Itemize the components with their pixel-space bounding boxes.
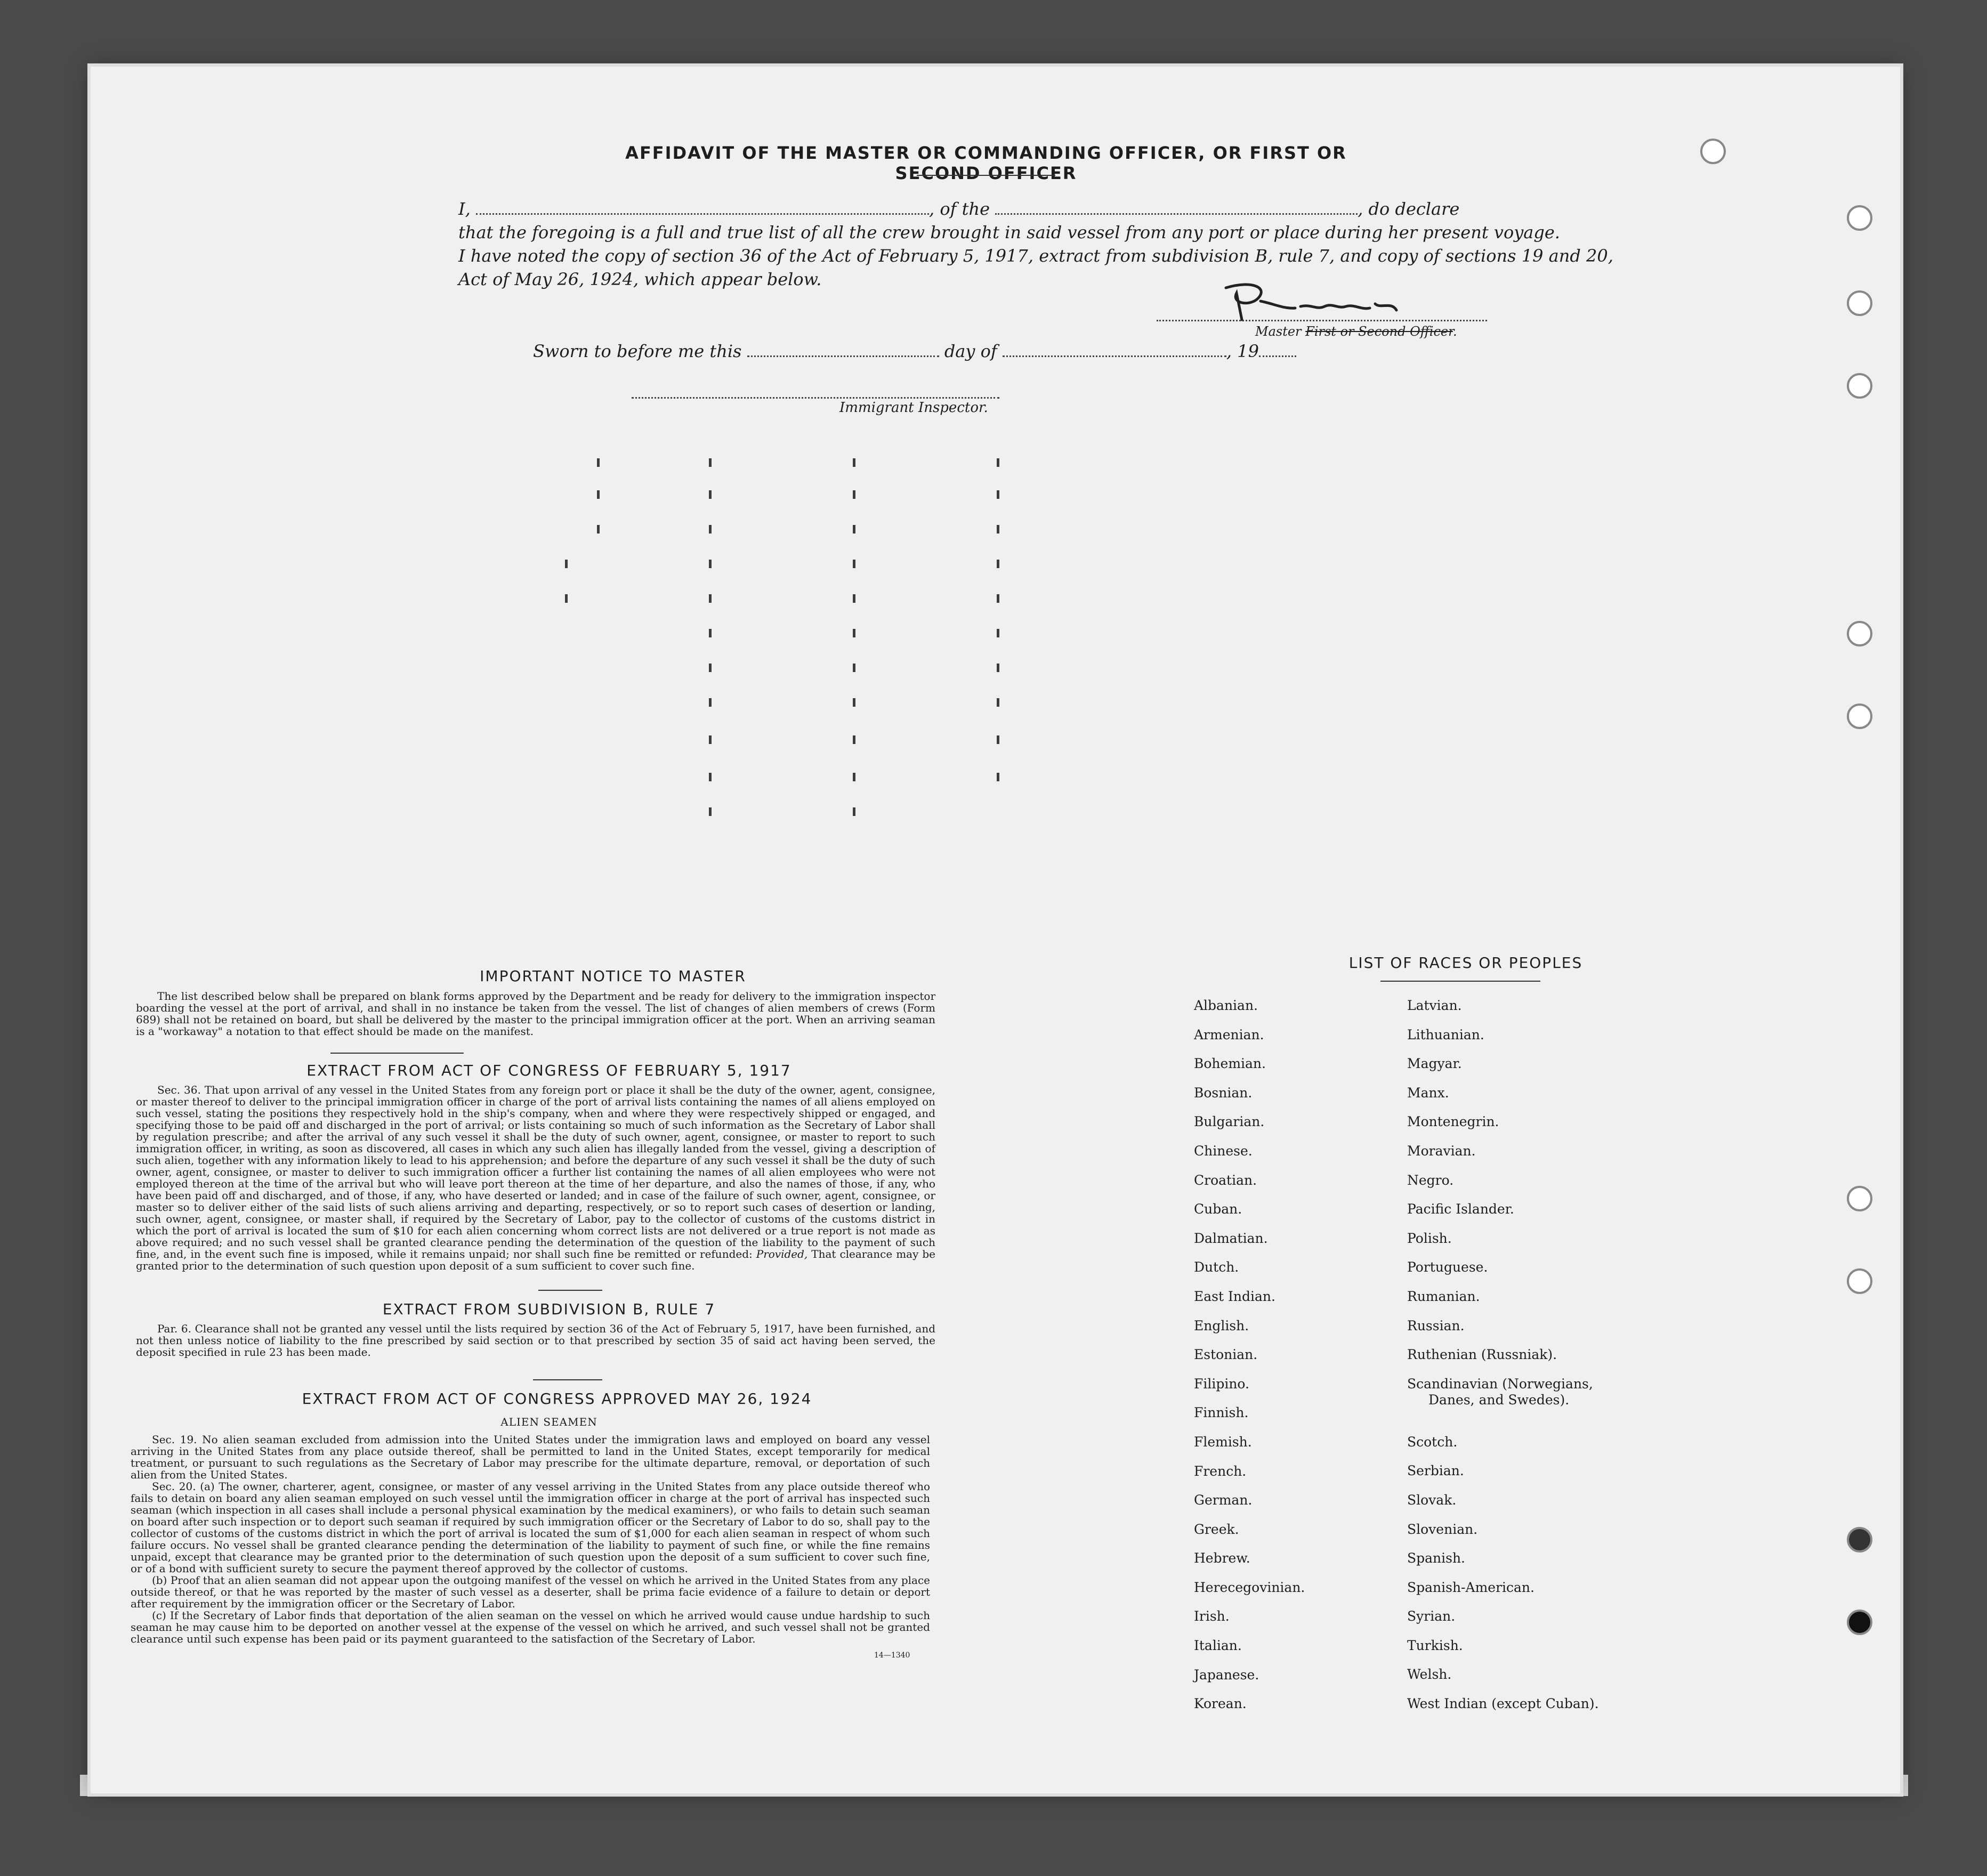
extract-1917-title: EXTRACT FROM ACT OF CONGRESS OF FEBRUARY 5, 1917 — [306, 1062, 791, 1079]
inspector-label: Immigrant Inspector. — [839, 400, 988, 416]
punch-hole — [1700, 139, 1726, 164]
section-rule — [538, 1290, 602, 1291]
sworn-month-blank[interactable] — [1003, 355, 1226, 357]
race-item: Spanish. — [1407, 1550, 1466, 1566]
races-title-rule — [1380, 981, 1540, 982]
race-item: Japanese. — [1194, 1667, 1259, 1683]
extract-1924-sec20a: Sec. 20. (a) The owner, charterer, agent, consignee, or master of any vessel arriving in the United States from any place outside thereof who fails to detain on board any alien seaman employed on such vessel until the immigration officer in charge at the port of arrival has inspected such seaman (which inspection in all cases shall include a personal physical examination by the medical examiners), or who fails to detain such seaman on board after such inspection or to deport such seaman if required by such immigration officer or the Secretary of Labor to do so, shall pay to the collector of customs of the customs district in which the port of arrival is located the sum of $1,000 for each alien seaman in respect of whom such failure occurs. No vessel shall be granted clearance pending the determination of the liability to payment of such fine, or while the fine remains unpaid, except that clearance may be granted prior to the determination of such question upon the deposit of a sum sufficient to cover such fine, or of a bond with sufficient surety to secure the payment thereof approved by the collector of customs. — [131, 1480, 930, 1575]
race-item: Chinese. — [1194, 1143, 1253, 1159]
race-item: Armenian. — [1194, 1026, 1264, 1042]
extract-1917-body — [136, 1084, 935, 1272]
punch-hole — [1847, 1186, 1872, 1211]
punch-hole — [1847, 290, 1872, 316]
race-item: Italian. — [1194, 1638, 1242, 1654]
affidavit-line-1 — [458, 197, 1514, 221]
races-right-column — [1407, 998, 1599, 1725]
race-item: Latvian. — [1407, 998, 1462, 1013]
race-item: Syrian. — [1407, 1608, 1456, 1624]
notice-body: The list described below shall be prepared on blank forms approved by the Department and be ready for delivery to the immigration inspector boarding the vessel at the port of arrival, and shall in no instance be taken from the vessel. The list of changes of alien members of crews (Form 689) shall not be retained on board, but shall be delivered by the master to the principal immigration officer at the port. When an arriving seaman is a "workaway" a notation to that effect should be made on the manifest. — [136, 990, 935, 1038]
subdivision-b-title: EXTRACT FROM SUBDIVISION B, RULE 7 — [382, 1300, 716, 1318]
officer-name-blank[interactable] — [476, 213, 929, 215]
race-item: Scandinavian (Norwegians, — [1407, 1376, 1593, 1392]
race-item: Pacific Islander. — [1407, 1201, 1514, 1217]
alien-seamen-subtitle: ALIEN SEAMEN — [500, 1416, 597, 1428]
race-item: Negro. — [1407, 1172, 1454, 1188]
section-rule — [330, 1053, 464, 1054]
race-item: Slovenian. — [1407, 1521, 1478, 1537]
notice-title: IMPORTANT NOTICE TO MASTER — [480, 967, 746, 985]
race-item: Montenegrin. — [1407, 1114, 1499, 1130]
affidavit-of-the: , of the — [928, 199, 990, 219]
extract-1917-text-end: That clearance may be granted prior to the determination of such question upon deposit of a sum sufficient to cover such fine. — [136, 1248, 935, 1272]
race-item: English. — [1194, 1317, 1249, 1333]
affidavit-line-4: Act of May 26, 1924, which appear below. — [458, 269, 822, 289]
race-item: Bohemian. — [1194, 1056, 1266, 1072]
sworn-prefix: Sworn to before me this — [533, 341, 742, 361]
form-number: 14—1340 — [874, 1651, 910, 1660]
punch-hole — [1847, 373, 1872, 399]
master-label: Master First or Second Officer. — [1255, 324, 1457, 339]
race-item: Manx. — [1407, 1085, 1449, 1101]
race-item: Scotch. — [1407, 1434, 1458, 1450]
race-item: German. — [1194, 1492, 1253, 1508]
race-item: Serbian. — [1407, 1463, 1464, 1479]
race-item: Dalmatian. — [1194, 1230, 1268, 1246]
affidavit-i-label: I, — [458, 199, 471, 219]
extract-1924-body — [131, 1434, 930, 1645]
race-item: Hebrew. — [1194, 1550, 1250, 1566]
extract-1924-sec20b: (b) Proof that an alien seaman did not appear upon the outgoing manifest of the vessel on which he arrived in the United States from any place outside thereof, or that he was reported by the master of such vessel as a deserter, shall be prima facie evidence of a failure to detain or deport after requirement by the immigration officer or the Secretary of Labor. — [131, 1574, 930, 1610]
race-item: Lithuanian. — [1407, 1026, 1484, 1042]
punch-hole — [1847, 1268, 1872, 1294]
subdivision-b-body: Par. 6. Clearance shall not be granted any vessel until the lists required by section 36 of the Act of February 5, 1917, have been furnished, and not then unless notice of liability to the fine prescribed by said section or to that prescribed by section 35 of said act having been served, the deposit specified in rule 23 has been made. — [136, 1322, 935, 1359]
vessel-name-blank[interactable] — [995, 213, 1358, 215]
extract-1917-sec-label: Sec. 36. — [157, 1083, 201, 1096]
race-item: Bulgarian. — [1194, 1114, 1265, 1130]
affidavit-title: AFFIDAVIT OF THE MASTER OR COMMANDING OFFICER, OR FIRST OR SECOND OFFICER — [625, 143, 1347, 183]
race-item: Portuguese. — [1407, 1259, 1488, 1275]
sworn-year-prefix: , 19 — [1226, 341, 1259, 361]
race-item: Flemish. — [1194, 1434, 1252, 1450]
punch-hole — [1847, 205, 1872, 231]
races-left-column — [1194, 998, 1305, 1725]
affidavit-line-3: I have noted the copy of section 36 of the Act of February 5, 1917, extract from subdivision B, rule 7, and copy of sections 19 and 20, — [458, 246, 1613, 266]
race-item: Irish. — [1194, 1608, 1230, 1624]
extract-1917-text: That upon arrival of any vessel in the United States from any foreign port or place it shall be the duty of the owner, agent, consignee, or master thereof to deliver to the principal immigration officer in charge of the port of arrival lists containing the names of all aliens employed on such vessel, stating the positions they respectively hold in the ship's company, when and where they were respectively shipped or engaged, and specifying those to be paid off and discharged in the port of arrival; or lists containing so much of such information as the Secretary of Labor shall by regulation prescribe; and after the arrival of any such vessel it shall be the duty of such owner, agent, consignee, or master to report to such immigration officer, in writing, as soon as discovered, all cases in which any such alien has illegally landed from the vessel, giving a description of such alien, together with any information likely to lead to his apprehension; and before the departure of any such vessel it shall be the duty of such owner, agent, consignee, or master to deliver to such immigration officer a further list containing the names of all alien employees who were not employed thereon at the time of the arrival but who will leave port thereon at the time of her departure, and also the names of those, if any, who have been paid off and discharged, and of those, if any, who have deserted or landed; and in case of the failure of such owner, agent, consignee, or master so to deliver either of the said lists of such aliens arriving and departing, respectively, or so to report such cases of desertion or landing, such owner, agent, consignee, or master shall, if required by the Secretary of Labor, pay to the collector of customs of the customs district in which the port of arrival is located the sum of $10 for each alien concerning whom correct lists are not delivered or a true report is not made as above required; and no such vessel shall be granted clearance pending the determination of the question of the liability to the payment of such fine, and, in the event such fine is imposed, while it remains unpaid; nor shall such fine be remitted or refunded: — [136, 1083, 935, 1260]
race-item: Korean. — [1194, 1696, 1247, 1712]
race-item: Ruthenian (Russniak). — [1407, 1347, 1557, 1363]
race-item: Slovak. — [1407, 1492, 1457, 1508]
master-signature-line[interactable] — [1157, 320, 1487, 321]
sworn-line — [533, 341, 1296, 361]
punch-hole — [1847, 1610, 1872, 1635]
race-item: Rumanian. — [1407, 1288, 1480, 1304]
race-item: East Indian. — [1194, 1288, 1275, 1304]
title-rule — [917, 175, 1055, 176]
race-item: Bosnian. — [1194, 1085, 1253, 1101]
race-item: Russian. — [1407, 1317, 1465, 1333]
race-item: French. — [1194, 1463, 1247, 1479]
race-item: Filipino. — [1194, 1376, 1249, 1392]
punch-hole — [1847, 1527, 1872, 1552]
race-item: Herecegovinian. — [1194, 1579, 1305, 1595]
sworn-year-blank[interactable] — [1259, 355, 1296, 357]
race-item: Magyar. — [1407, 1056, 1462, 1072]
race-item: Polish. — [1407, 1230, 1452, 1246]
race-item: Croatian. — [1194, 1172, 1257, 1188]
extract-1917-provided: Provided, — [756, 1248, 808, 1260]
races-title: LIST OF RACES OR PEOPLES — [1348, 954, 1583, 972]
extract-1924-sec19: Sec. 19. No alien seaman excluded from admission into the United States under the immigration laws and employed on board any vessel arriving in the United States from any place outside thereof, shall be permitted to land in the United States, except temporarily for medical treatment, or pursuant to such regulations as the Secretary of Labor may prescribe for the ultimate departure, removal, or deportation of such alien from the United States. — [131, 1433, 930, 1481]
master-label-struck: First or Second Officer — [1305, 324, 1453, 339]
race-item: Finnish. — [1194, 1405, 1249, 1421]
race-item: Greek. — [1194, 1521, 1239, 1537]
race-item: Cuban. — [1194, 1201, 1242, 1217]
master-signature — [1221, 277, 1412, 325]
race-item: West Indian (except Cuban). — [1407, 1696, 1599, 1712]
race-item: Albanian. — [1194, 998, 1258, 1013]
sworn-day-blank[interactable] — [747, 355, 939, 357]
master-label-text: Master — [1255, 324, 1302, 339]
bleed-through-marks — [517, 453, 1370, 1039]
affidavit-do-declare: , do declare — [1358, 199, 1460, 219]
punch-hole — [1847, 704, 1872, 729]
sworn-day-of: day of — [944, 341, 997, 361]
race-item: Spanish-American. — [1407, 1579, 1534, 1595]
extract-1924-title: EXTRACT FROM ACT OF CONGRESS APPROVED MAY 26, 1924 — [302, 1390, 812, 1408]
extract-1924-sec20c: (c) If the Secretary of Labor finds that deportation of the alien seaman on the vessel on which he arrived would cause undue hardship to such seaman he may cause him to be deported on another vessel at the expense of the vessel on which he arrived, and such vessel shall not be granted clearance until such expense has been paid or its payment guaranteed to the satisfaction of the Secretary of Labor. — [131, 1609, 930, 1645]
race-item: Estonian. — [1194, 1347, 1258, 1363]
ditto-marks-graphic — [517, 453, 1370, 1039]
punch-hole — [1847, 621, 1872, 646]
race-item: Danes, and Swedes). — [1428, 1392, 1570, 1408]
affidavit-line-2: that the foregoing is a full and true list of all the crew brought in said vessel from any port or place during her present voyage. — [458, 222, 1560, 242]
race-item: Moravian. — [1407, 1143, 1476, 1159]
race-item: Dutch. — [1194, 1259, 1239, 1275]
race-item: Turkish. — [1407, 1637, 1463, 1653]
race-item: Welsh. — [1407, 1667, 1452, 1683]
inspector-signature-line[interactable] — [632, 397, 999, 399]
section-rule — [533, 1379, 602, 1380]
